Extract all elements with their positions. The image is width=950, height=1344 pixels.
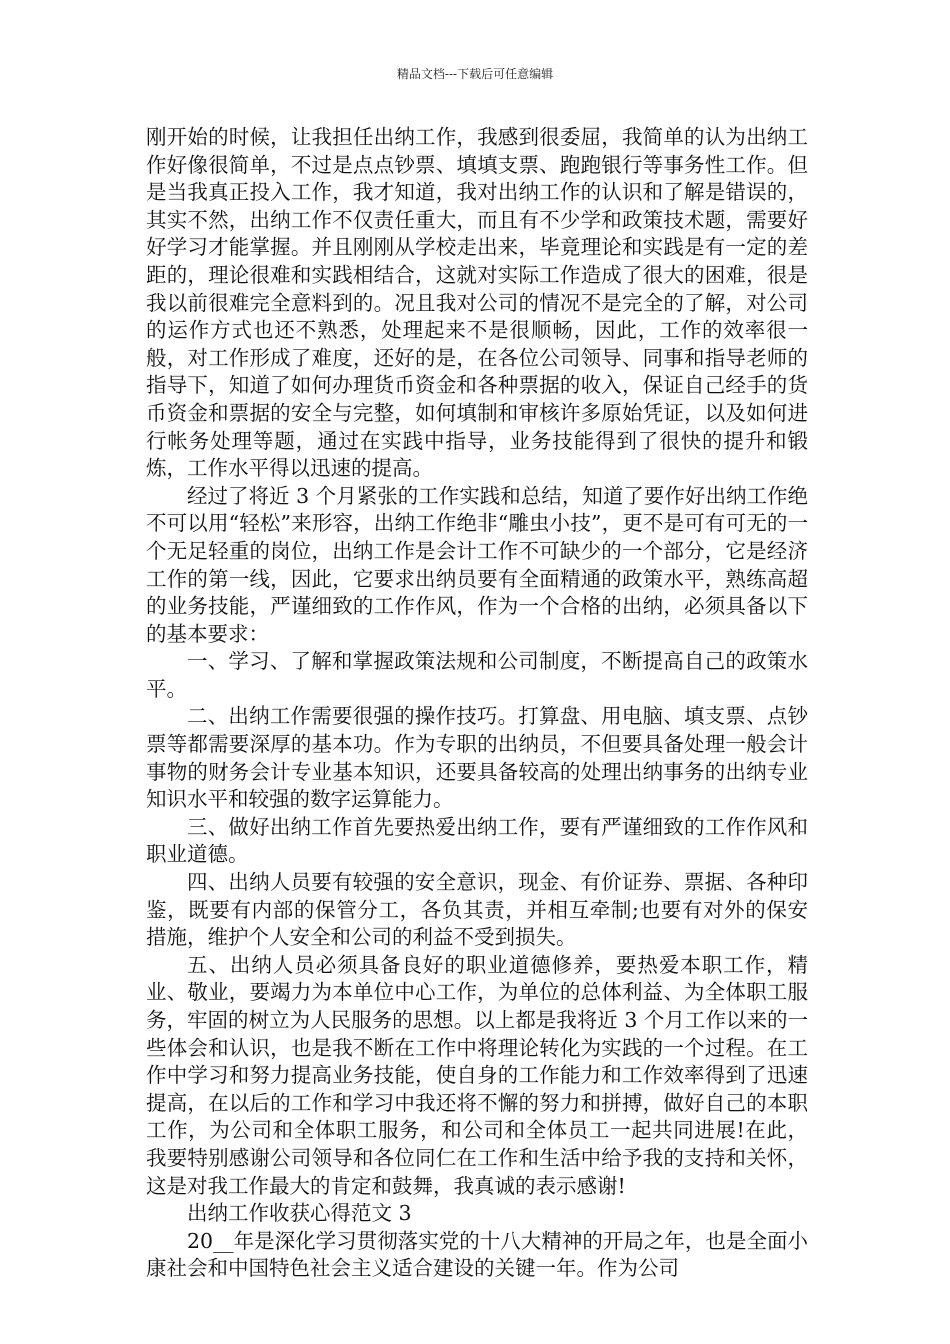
list-item-5: 五、出纳人员必须具备良好的职业道德修养，要热爱本职工作，精业、敬业，要竭力为本单位中心工作，为单位的总体利益、为全体职工服务，牢固的树立为人民服务的思想。以上都是我将近 3 个月工作以来的一些体会和认识，也是我不断在工作中将理论转化为实践的一个过程。在工作中学习和努力提高业务技能，使自身的工作能力和工作效率得到了迅速提高，在以后的工作和学习中我还将不懈的努力和拼搏，做好自己的本职工作，为公司和全体职工服务，和公司和全体员工一起共同进展!在此，我要特别感谢公司领导和各位同仁在工作和生活中给予我的支持和关怀，这是对我工作最大的肯定和鼓舞，我真诚的表示感谢!: [146, 952, 808, 1198]
document-body: [146, 124, 808, 1283]
list-item-1: 一、学习、了解和掌握政策法规和公司制度，不断提高自己的政策水平。: [146, 649, 808, 701]
paragraph-final: 20__年是深化学习贯彻落实党的十八大精神的开局之年，也是全面小康社会和中国特色社会主义适合建设的关键一年。作为公司: [146, 1228, 808, 1281]
list-item-4: 四、出纳人员要有较强的安全意识，现金、有价证券、票据、各种印鉴，既要有内部的保管分工，各负其责，并相互牵制;也要有对外的保安措施，维护个人安全和公司的利益不受到损失。: [146, 870, 808, 950]
list-item-2: 二、出纳工作需要很强的操作技巧。打算盘、用电脑、填支票、点钞票等都需要深厚的基本功。作为专职的出纳员，不但要具备处理一般会计事物的财务会计专业基本知识，还要具备较高的处理出纳事务的出纳专业知识水平和较强的数字运算能力。: [146, 704, 808, 812]
page-header: 精品文档---下载后可任意编辑: [396, 67, 554, 81]
paragraph-2: 经过了将近 3 个月紧张的工作实践和总结，知道了要作好出纳工作绝不可以用“轻松”来形容，出纳工作绝非“雕虫小技”，更不是可有可无的一个无足轻重的岗位，出纳工作是会计工作不可缺少的一个部分，它是经济工作的第一线，因此，它要求出纳员要有全面精通的政策水平，熟练高超的业务技能，严谨细致的工作作风，作为一个合格的出纳，必须具备以下的基本要求：: [146, 483, 808, 646]
paragraph-1: 刚开始的时候，让我担任出纳工作，我感到很委屈，我简单的认为出纳工作好像很简单，不过是点点钞票、填填支票、跑跑银行等事务性工作。但是当我真正投入工作，我才知道，我对出纳工作的认识和了解是错误的，其实不然，出纳工作不仅责任重大，而且有不少学和政策技术题，需要好好学习才能掌握。并且刚刚从学校走出来，毕竟理论和实践是有一定的差距的，理论很难和实践相结合，这就对实际工作造成了很大的困难，很是我以前很难完全意料到的。况且我对公司的情况不是完全的了解，对公司的运作方式也还不熟悉，处理起来不是很顺畅，因此，工作的效率很一般，对工作形成了难度，还好的是，在各位公司领导、同事和指导老师的指导下，知道了如何办理货币资金和各种票据的收入，保证自己经手的货币资金和票据的安全与完整，如何填制和审核许多原始凭证，以及如何进行帐务处理等题，通过在实践中指导，业务技能得到了很快的提升和锻炼，工作水平得以迅速的提高。: [146, 125, 808, 481]
section-heading: 出纳工作收获心得范文 3: [187, 1201, 412, 1226]
list-item-3: 三、做好出纳工作首先要热爱出纳工作，要有严谨细致的工作作风和职业道德。: [146, 814, 808, 867]
